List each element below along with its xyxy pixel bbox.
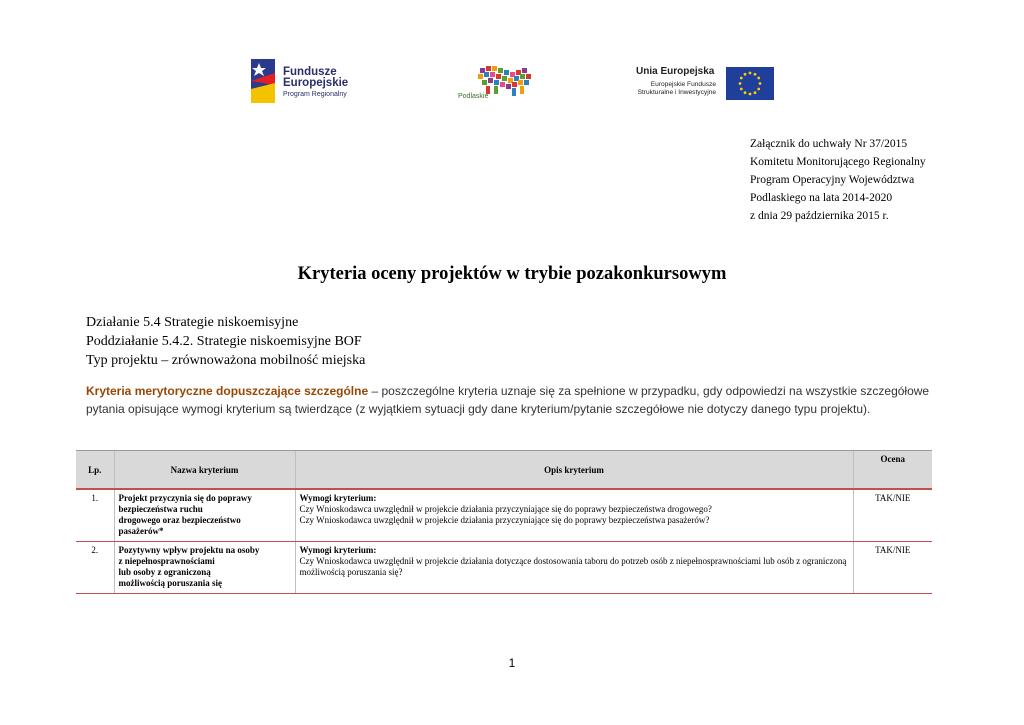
annex-line: z dnia 29 października 2015 r. — [750, 210, 889, 222]
eu-sub1: Europejskie Fundusze — [650, 81, 716, 88]
annex-line: Komitetu Monitorującego Regionalny — [750, 156, 926, 168]
row-question: Czy Wnioskodawca uwzględnił w projekcie działania dotyczące dostosowania taboru do potrzeb osób z niepełnosprawnościami lub osób z ograniczoną możliwością poruszania się? — [299, 556, 847, 577]
row-question: Czy Wnioskodawca uwzględnił w projekcie działania przyczyniające się do poprawy bezpieczeństwa drogowego? — [299, 504, 712, 514]
fundusze-europejskie-emblem-icon — [251, 59, 277, 103]
funds-line1: Fundusze — [283, 66, 337, 78]
header-name: Nazwa kryterium — [114, 451, 295, 490]
table-row — [76, 542, 932, 594]
annex-line: Załącznik do uchwały Nr 37/2015 — [750, 138, 908, 150]
annex-note — [750, 135, 926, 225]
table-row — [76, 489, 932, 542]
annex-line: Podlaskiego na lata 2014-2020 — [750, 192, 893, 204]
fundusze-europejskie-logo — [251, 59, 361, 105]
header-grade: Ocena — [853, 451, 932, 490]
page-number: 1 — [508, 656, 516, 670]
table-header-row — [76, 451, 932, 490]
podlaskie-label: Podlaskie — [458, 93, 489, 100]
intro-lead: Kryteria merytoryczne dopuszczające szczególne — [86, 384, 369, 398]
row-grade: TAK/NIE — [853, 489, 932, 542]
row-lp: 2. — [76, 542, 114, 594]
row-requirements-label: Wymogi kryterium: — [299, 545, 377, 555]
eu-logo — [636, 66, 776, 102]
funds-sub: Program Regionalny — [283, 91, 347, 98]
row-name: Pozytywny wpływ projektu na osoby z niepełnosprawnościami lub osoby z ograniczoną możliwością poruszania się — [114, 542, 295, 594]
podlaskie-logo — [458, 64, 532, 106]
intro-text: – poszczególne kryteria uznaje się za spełnione w przypadku, gdy odpowiedzi na wszystkie szczegółowe pytania opisujące wymogi kryterium są twierdzące (z wyjątkiem sytuacji gdy dane kryterium/pytanie szczegółowe nie dotyczy danego typu projektu). — [86, 384, 930, 416]
annex-line: Program Operacyjny Województwa — [750, 174, 915, 186]
eu-sub2: Strukturalne i Inwestycyjne — [637, 89, 716, 96]
criteria-table — [76, 450, 932, 594]
row-lp: 1. — [76, 489, 114, 542]
project-type-line: Typ projektu – zrównoważona mobilność miejska — [86, 353, 366, 368]
row-requirements-label: Wymogi kryterium: — [299, 493, 377, 503]
row-desc — [295, 489, 853, 542]
document-meta — [86, 313, 365, 370]
document-title: Kryteria oceny projektów w trybie pozakonkursowym — [297, 264, 727, 284]
row-question: Czy Wnioskodawca uwzględnił w projekcie działania przyczyniające się do poprawy bezpieczeństwa pasażerów? — [299, 515, 710, 525]
funds-line2: Europejskie — [283, 77, 349, 89]
eu-flag-icon — [726, 67, 774, 100]
subaction-line: Poddziałanie 5.4.2. Strategie niskoemisyjne BOF — [86, 334, 362, 349]
row-grade: TAK/NIE — [853, 542, 932, 594]
row-name: Projekt przyczynia się do poprawy bezpieczeństwa ruchu drogowego oraz bezpieczeństwo pasażerów* — [114, 489, 295, 542]
eu-title: Unia Europejska — [636, 66, 715, 77]
row-desc — [295, 542, 853, 594]
criteria-intro — [86, 382, 936, 418]
header-lp: Lp. — [76, 451, 114, 490]
action-line: Działanie 5.4 Strategie niskoemisyjne — [86, 315, 299, 330]
header-desc: Opis kryterium — [295, 451, 853, 490]
